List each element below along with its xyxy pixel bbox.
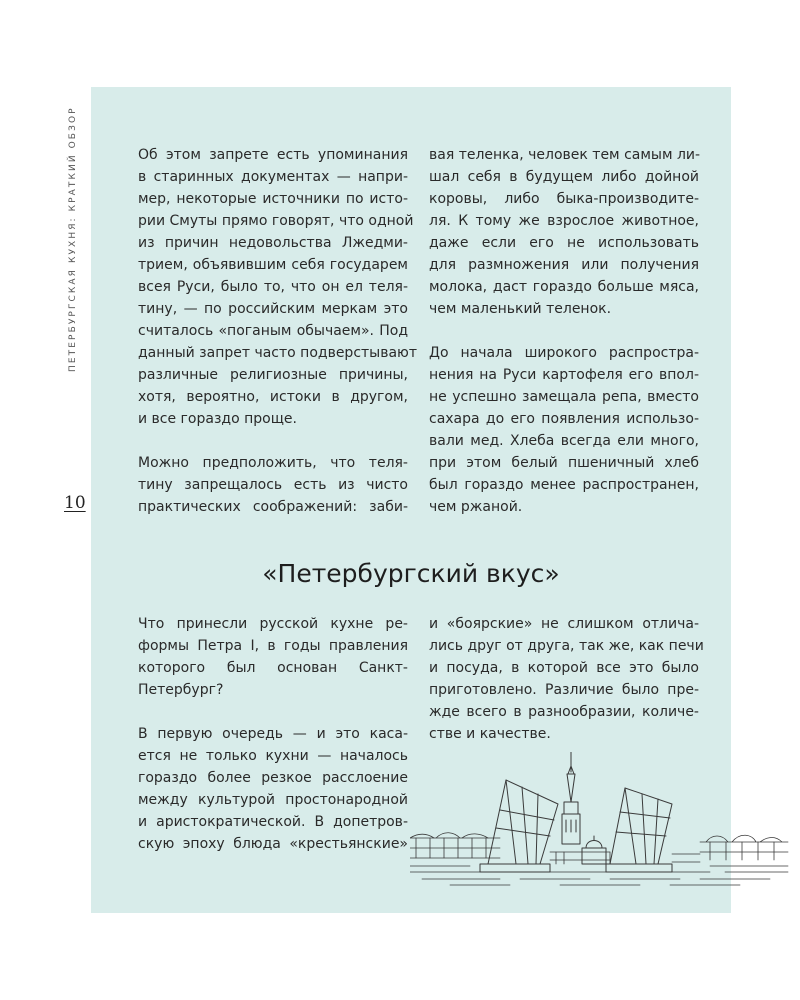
paragraph xyxy=(138,452,408,518)
paragraph xyxy=(429,144,699,320)
text-line: коровы, либо быка-производите- xyxy=(429,191,699,207)
text-line: и посуда, в которой все это было xyxy=(429,660,699,676)
text-line: молока, даст гораздо больше мяса, xyxy=(429,279,699,295)
text-line: при этом белый пшеничный хлеб xyxy=(429,455,699,471)
text-line: шал себя в будущем либо дойной xyxy=(429,169,699,185)
shoreline xyxy=(410,833,788,860)
text-line: считалось «поганым обычаем». Под xyxy=(138,323,408,339)
text-line: различные религиозные причины, xyxy=(138,367,408,383)
text-line: До начала широкого распростра- xyxy=(429,345,699,361)
text-line: ется не только кухни — началось xyxy=(138,748,408,764)
text-line: Об этом запрете есть упоминания xyxy=(138,147,408,163)
text-line: между культурой простонародной xyxy=(138,792,408,808)
text-line: жде всего в разнообразии, количе- xyxy=(429,704,699,720)
running-head: ПЕТЕРБУРГСКАЯ КУХНЯ: КРАТКИЙ ОБЗОР xyxy=(68,106,78,372)
text-line: В первую очередь — и это каса- xyxy=(138,726,408,742)
text-line: вали мед. Хлеба всегда ели много, xyxy=(429,433,699,449)
text-line: Что принесли русской кухне ре- xyxy=(138,616,408,632)
text-line: формы Петра I, в годы правления xyxy=(138,638,408,654)
text-line: приготовлено. Различие было пре- xyxy=(429,682,699,698)
text-line: тину запрещалось есть из чисто xyxy=(138,477,408,493)
water-lines xyxy=(410,866,788,885)
text-line: для размножения или получения xyxy=(429,257,699,273)
text-line: даже если его не использовать xyxy=(429,235,699,251)
text-line: Петербург? xyxy=(138,682,224,698)
text-line: был гораздо менее распространен, xyxy=(429,477,699,493)
column-bottom-right xyxy=(429,613,704,745)
text-line: не успешно замещала репа, вместо xyxy=(429,389,699,405)
column-bottom-left xyxy=(138,613,408,855)
text-line: и все гораздо проще. xyxy=(138,411,297,427)
text-line: всея Руси, было то, что он ел теля- xyxy=(138,279,408,295)
cathedral-spire xyxy=(562,752,580,844)
text-line: чем ржаной. xyxy=(429,499,523,515)
column-top-left xyxy=(138,144,417,518)
paragraph xyxy=(138,723,408,855)
paragraph xyxy=(138,613,408,701)
column-top-right xyxy=(429,144,699,518)
text-line: сахара до его появления использо- xyxy=(429,411,699,427)
text-line: из причин недовольства Лжедми- xyxy=(138,235,408,251)
text-line: данный запрет часто подверстывают xyxy=(138,345,417,361)
text-line: рии Смуты прямо говорят, что одной xyxy=(138,213,414,229)
text-line: мер, некоторые источники по исто- xyxy=(138,191,408,207)
fortress-wall xyxy=(550,852,700,864)
text-line: вая теленка, человек тем самым ли- xyxy=(429,147,701,163)
text-line: в старинных документах — напри- xyxy=(138,169,408,185)
paragraph xyxy=(138,144,417,430)
text-line: трием, объявившим себя государем xyxy=(138,257,408,273)
text-line: нения на Руси картофеля его впол- xyxy=(429,367,699,383)
text-line: тину, — по российским меркам это xyxy=(138,301,408,317)
page-number: 10 xyxy=(64,493,86,513)
text-line: ля. К тому же взрослое животное, xyxy=(429,213,699,229)
bridge-sketch-illustration xyxy=(410,752,790,887)
text-line: которого был основан Санкт- xyxy=(138,660,408,676)
paragraph xyxy=(429,342,699,518)
text-line: гораздо более резкое расслоение xyxy=(138,770,408,786)
text-line: и аристократической. В допетров- xyxy=(138,814,408,830)
section-heading: «Петербургский вкус» xyxy=(262,559,560,588)
paragraph xyxy=(429,613,704,745)
text-line: стве и качестве. xyxy=(429,726,551,742)
text-line: скую эпоху блюда «крестьянские» xyxy=(138,836,408,852)
text-line: лись друг от друга, так же, как печи xyxy=(429,638,704,654)
text-line: и «боярские» не слишком отлича- xyxy=(429,616,699,632)
text-line: хотя, вероятно, истоки в другом, xyxy=(138,389,408,405)
right-bridge-span xyxy=(606,788,672,872)
text-line: практических соображений: заби- xyxy=(138,499,408,515)
text-line: чем маленький теленок. xyxy=(429,301,612,317)
text-line: Можно предположить, что теля- xyxy=(138,455,408,471)
